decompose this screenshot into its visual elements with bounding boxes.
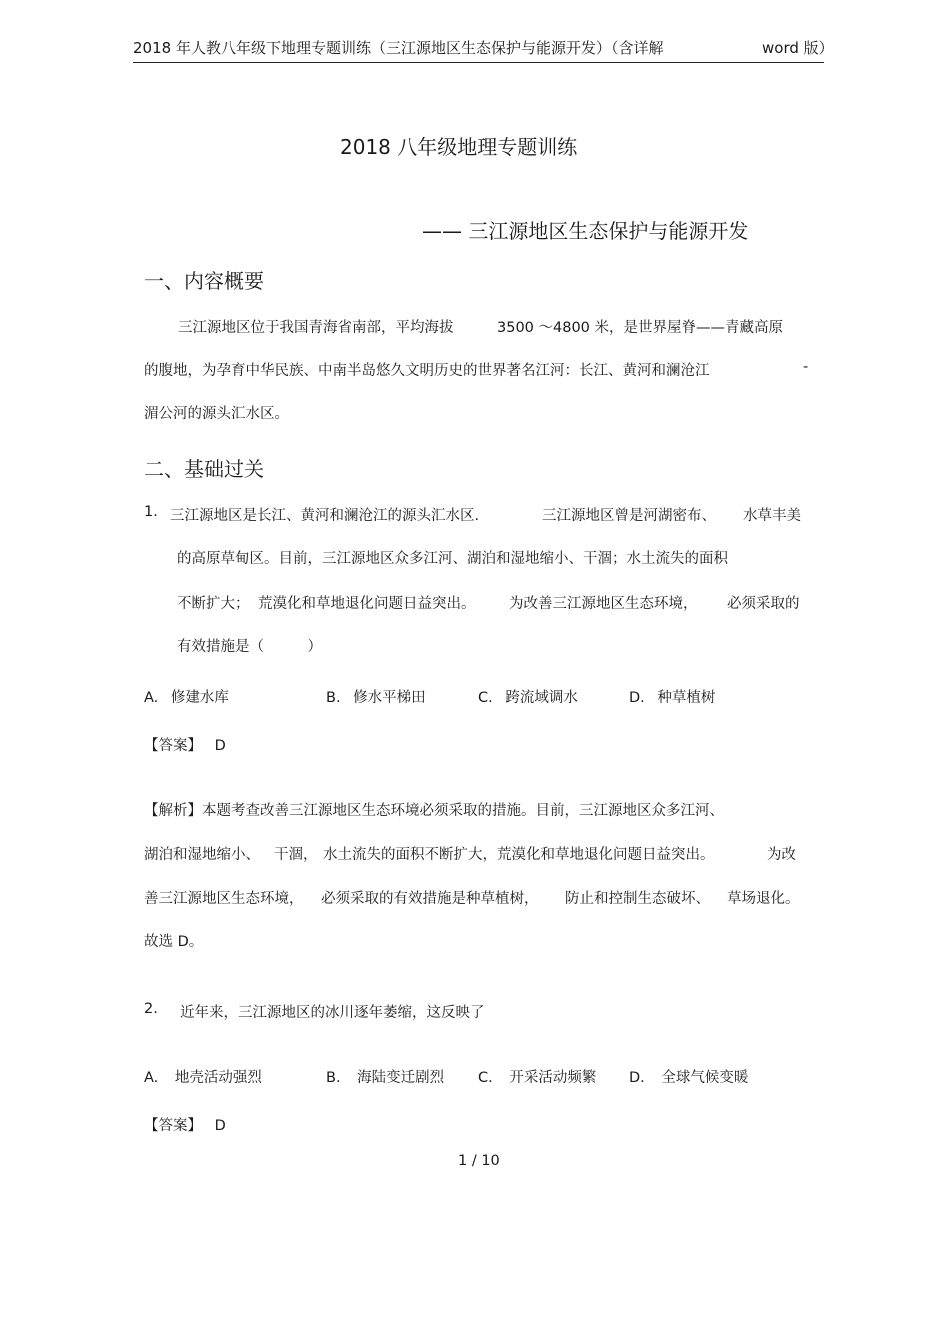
option-text: 开采活动频繁 (509, 1070, 597, 1086)
document-title: 2018 八年级地理专题训练 (340, 135, 578, 159)
running-header-title: 2018 年人教八年级下地理专题训练（三江源地区生态保护与能源开发）（含详解 (133, 39, 664, 57)
overview-line-1b: 3500 ～4800 米，是世界屋脊——青藏高原 (497, 320, 784, 336)
running-header-suffix: word 版） (762, 39, 834, 57)
option-text: 全球气候变暖 (661, 1070, 749, 1086)
analysis-line-3d: 草场退化。 (727, 891, 800, 907)
analysis-line-2c: 水土流失的面积不断扩大，荒漠化和草地退化问题日益突出。 (323, 847, 715, 863)
answer-label: 【答案】 (144, 738, 202, 754)
question-2-option-a[interactable] (144, 1066, 262, 1087)
analysis-line-1: 【解析】本题考查改善三江源地区生态环境必须采取的措施。目前，三江源地区众多江河、 (144, 803, 724, 819)
analysis-line-2b: 干涸， (274, 847, 318, 863)
question-2-option-b[interactable] (326, 1066, 444, 1087)
section-heading-overview: 一、内容概要 (144, 269, 264, 293)
question-2-option-d[interactable] (629, 1066, 748, 1087)
analysis-line-3b: 必须采取的有效措施是种草植树， (321, 891, 539, 907)
page-number: 1 / 10 (458, 1153, 500, 1169)
option-key: D. (629, 690, 645, 706)
question-1-line-3c: 为改善三江源地区生态环境， (509, 596, 698, 612)
question-2-answer (144, 1114, 226, 1135)
option-text: 地壳活动强烈 (174, 1070, 262, 1086)
analysis-line-3a: 善三江源地区生态环境， (144, 891, 304, 907)
option-text: 修建水库 (170, 690, 229, 706)
overview-line-1a: 三江源地区位于我国青海省南部，平均海拔 (178, 320, 454, 336)
question-1-answer (144, 734, 226, 755)
analysis-line-4: 故选 D。 (144, 934, 204, 950)
option-text: 跨流域调水 (505, 690, 578, 706)
question-1-line-3b: 荒漠化和草地退化问题日益突出。 (258, 596, 476, 612)
overview-line-2a: 的腹地，为孕育中华民族、中南半岛悠久文明历史的世界著名江河：长江、黄河和澜沧江 (144, 363, 710, 379)
question-1-line-2: 的高原草甸区。目前，三江源地区众多江河、湖泊和湿地缩小、干涸；水土流失的面积 (177, 551, 728, 567)
question-1-number: 1. (144, 504, 158, 520)
option-key: B. (326, 1070, 341, 1086)
option-key: C. (478, 690, 493, 706)
question-2-option-c[interactable] (478, 1066, 596, 1087)
option-key: D. (629, 1070, 645, 1086)
question-1-line-1b: 三江源地区曾是河湖密布、 (542, 508, 716, 524)
question-1-line-3d: 必须采取的 (727, 596, 800, 612)
analysis-line-3c: 防止和控制生态破坏、 (565, 891, 710, 907)
question-1-line-4: 有效措施是（ ） (177, 639, 322, 655)
analysis-line-2a: 湖泊和湿地缩小、 (144, 847, 260, 863)
question-1-option-a[interactable] (144, 686, 229, 707)
question-1-option-d[interactable] (629, 686, 715, 707)
overview-line-2b: - (803, 359, 809, 375)
question-1-line-1c: 水草丰美 (743, 508, 801, 524)
question-1-line-3a: 不断扩大； (177, 596, 250, 612)
section-heading-basics: 二、基础过关 (144, 457, 264, 481)
option-text: 种草植树 (657, 690, 716, 706)
question-2-text: 近年来，三江源地区的冰川逐年萎缩，这反映了 (180, 1005, 485, 1021)
option-text: 海陆变迁剧烈 (357, 1070, 445, 1086)
document-subtitle: —— 三江源地区生态保护与能源开发 (422, 219, 749, 243)
option-key: A. (144, 690, 159, 706)
question-1-line-1a: 三江源地区是长江、黄河和澜沧江的源头汇水区. (170, 508, 480, 524)
answer-label: 【答案】 (144, 1118, 202, 1134)
option-key: B. (326, 690, 341, 706)
answer-value: D (214, 738, 226, 754)
question-2-number: 2. (144, 1001, 158, 1017)
question-1-option-c[interactable] (478, 686, 578, 707)
overview-line-3: 湄公河的源头汇水区。 (144, 406, 289, 422)
option-key: A. (144, 1070, 159, 1086)
header-rule (133, 62, 824, 63)
option-text: 修水平梯田 (353, 690, 426, 706)
answer-value: D (214, 1118, 226, 1134)
question-1-option-b[interactable] (326, 686, 426, 707)
analysis-line-2d: 为改 (767, 847, 796, 863)
option-key: C. (478, 1070, 493, 1086)
